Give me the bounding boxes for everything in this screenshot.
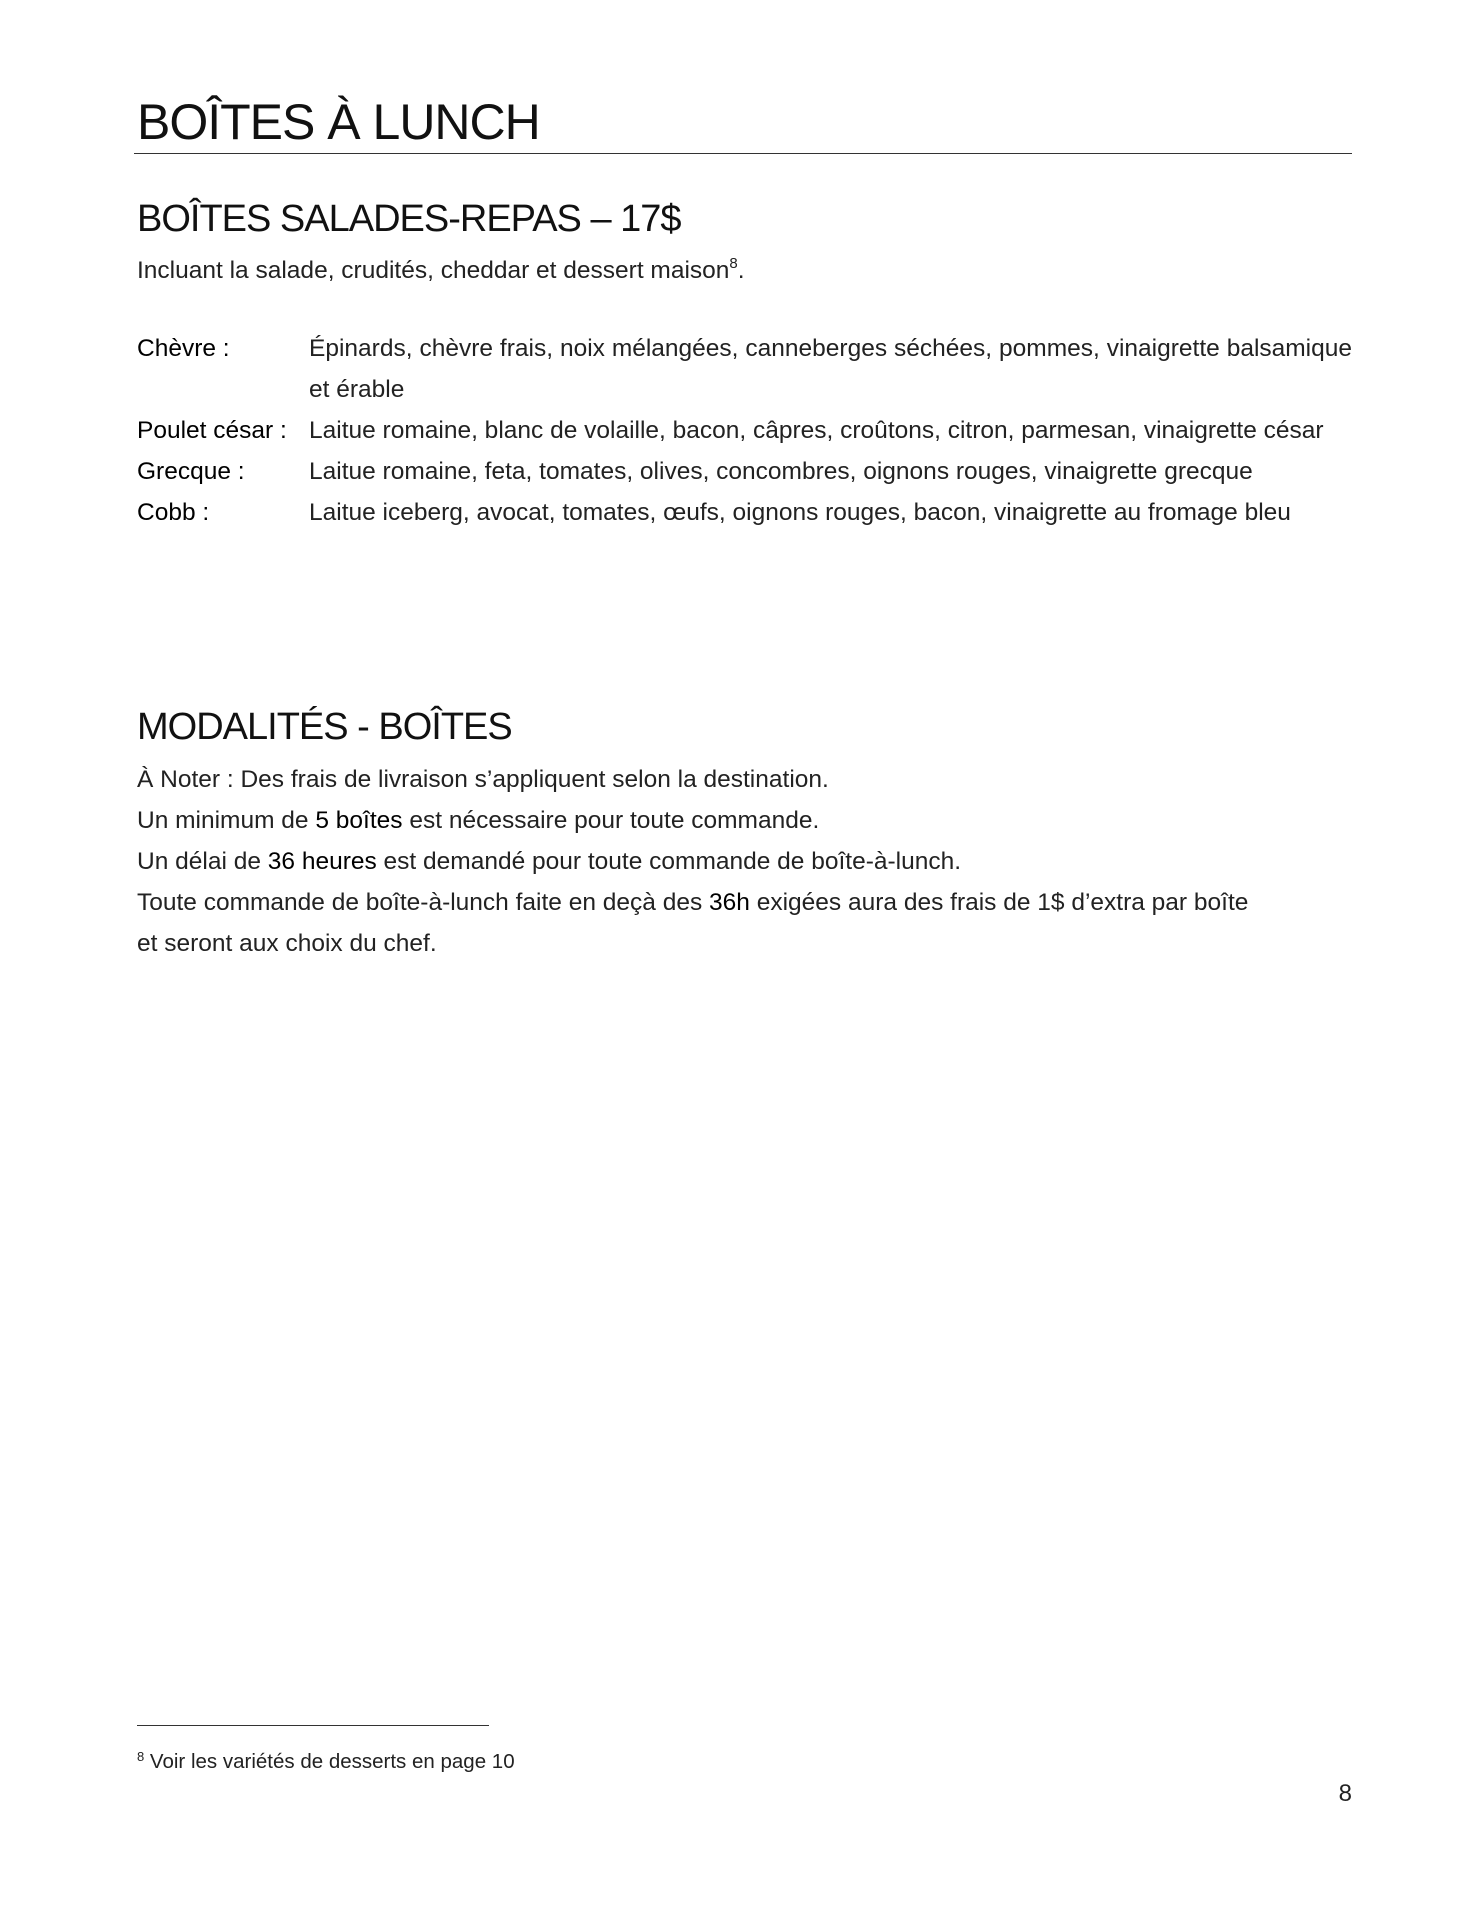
salad-name: Cobb :	[137, 499, 210, 526]
minimum-text-end: est nécessaire pour toute commande.	[402, 807, 820, 834]
late-text: Toute commande de boîte-à-lunch faite en deçà des	[137, 889, 710, 916]
minimum-value: 5 boîtes	[315, 807, 403, 834]
salad-name: Grecque :	[137, 458, 245, 485]
late-value: 36h	[709, 889, 750, 916]
section-heading-terms: MODALITÉS - BOÎTES	[137, 706, 512, 748]
salad-boxes-intro	[137, 250, 1352, 291]
list-item	[137, 492, 1352, 533]
delay-line	[137, 841, 1352, 882]
list-item	[137, 451, 1352, 492]
delay-value: 36 heures	[267, 848, 377, 875]
intro-text: Incluant la salade, crudités, cheddar et dessert maison	[137, 257, 730, 284]
title-underline	[134, 153, 1352, 154]
terms-paragraph	[137, 759, 1352, 964]
footnote-reference[interactable]: 8	[729, 255, 738, 272]
salad-name: Poulet césar :	[137, 417, 287, 444]
salad-description: Laitue iceberg, avocat, tomates, œufs, oignons rouges, bacon, vinaigrette au fromage bleu	[309, 499, 1291, 526]
page-title: BOÎTES À LUNCH	[137, 94, 540, 150]
salad-description: Laitue romaine, blanc de volaille, bacon, câpres, croûtons, citron, parmesan, vinaigrette césar	[309, 417, 1324, 444]
footnote-number: 8	[137, 1749, 145, 1764]
footnote	[137, 1748, 515, 1776]
footnote-text: Voir les variétés de desserts en page 10	[144, 1750, 515, 1773]
salad-list	[137, 328, 1352, 533]
footnote-separator	[137, 1725, 489, 1726]
page-number: 8	[1338, 1780, 1352, 1807]
salad-description: Épinards, chèvre frais, noix mélangées, canneberges séchées, pommes, vinaigrette balsamique et érable	[309, 335, 1352, 403]
delay-text-end: est demandé pour toute commande de boîte-à-lunch.	[376, 848, 962, 875]
salad-description: Laitue romaine, feta, tomates, olives, concombres, oignons rouges, vinaigrette grecque	[309, 458, 1253, 485]
minimum-text: Un minimum de	[137, 807, 316, 834]
delay-text: Un délai de	[137, 848, 268, 875]
intro-end: .	[737, 257, 745, 284]
list-item	[137, 328, 1352, 410]
late-order-line	[137, 882, 1352, 923]
list-item	[137, 410, 1352, 451]
salad-name: Chèvre :	[137, 335, 230, 362]
late-order-line-2: et seront aux choix du chef.	[137, 930, 437, 957]
delivery-note: À Noter : Des frais de livraison s’appliquent selon la destination.	[137, 766, 829, 793]
section-heading-salad-boxes: BOÎTES SALADES-REPAS – 17$	[137, 198, 681, 240]
late-text-end: exigées aura des frais de 1$ d’extra par boîte	[749, 889, 1249, 916]
minimum-order-line	[137, 800, 1352, 841]
